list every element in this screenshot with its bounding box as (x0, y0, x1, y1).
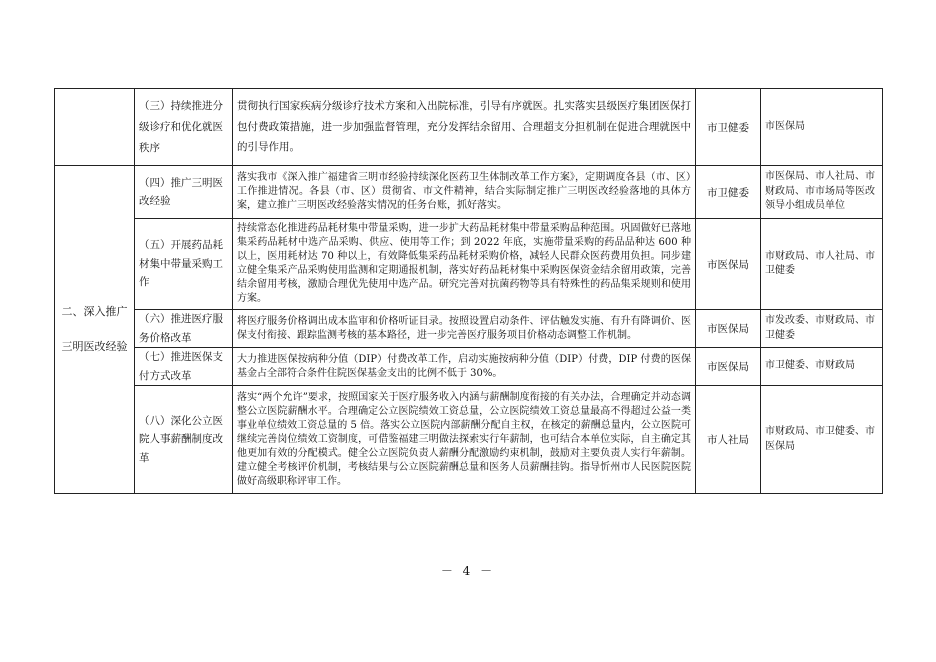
cooperating-department-cell: 市发改委、市财政局、市卫健委 (761, 310, 883, 348)
description-cell: 大力推进医保按病种分值（DIP）付费改革工作，启动实施按病种分值（DIP）付费，DIP 付费的医保基金占全部符合条件住院医保基金支出的比例不低于 30%。 (233, 348, 696, 386)
lead-department-cell: 市医保局 (696, 348, 761, 386)
table-row (55, 89, 883, 166)
table-row (55, 310, 883, 348)
category-line-1: 二、深入推广 (61, 304, 128, 318)
task-cell: （五）开展药品耗材集中带量采购工作 (135, 219, 233, 310)
page-number: － 4 － (440, 564, 496, 578)
description-cell: 将医疗服务价格调出成本监审和价格听证目录。按照设置启动条件、评估触发实施、有升有降调价、医保支付衔接、跟踪监测考核的基本路径，进一步完善医疗服务项目价格动态调整工作机制。 (233, 310, 696, 348)
task-cell: （六）推进医疗服务价格改革 (135, 310, 233, 348)
table-row (55, 348, 883, 386)
category-line-2: 三明医改经验 (61, 339, 128, 353)
category-cell-empty (55, 89, 135, 166)
category-cell (55, 166, 135, 494)
task-cell: （四）推广三明医改经验 (135, 166, 233, 219)
task-cell: （三）持续推进分级诊疗和优化就医秩序 (135, 89, 233, 166)
description-cell: 持续常态化推进药品耗材集中带量采购，进一步扩大药品耗材集中带量采购品种范围。巩固做好已落地集采药品耗材中选产品采购、供应、使用等工作；到 2022 年底，实施带量采购的药品品种达 600 种以上，医用耗材达 70 种以上，有效降低集采药品耗材采购价格，减轻人民群众医药费用负担。同步建立健全集采产品采购使用监测和定期通报机制，落实好药品耗材集中采购医保资金结余留用政策，完善结余留用考核，激励合理优先使用中选产品。研究完善对抗菌药物等具有特殊性的药品集采规则和使用方案。 (233, 219, 696, 310)
category-spacer (59, 323, 130, 337)
policy-table (54, 88, 883, 494)
cooperating-department-cell: 市卫健委、市财政局 (761, 348, 883, 386)
cooperating-department-cell: 市财政局、市卫健委、市医保局 (761, 386, 883, 494)
description-cell: 贯彻执行国家疾病分级诊疗技术方案和入出院标准，引导有序就医。扎实落实县级医疗集团医保打包付费政策措施，进一步加强监督管理，充分发挥结余留用、合理超支分担机制在促进合理就医中的引导作用。 (233, 89, 696, 166)
lead-department-cell: 市卫健委 (696, 166, 761, 219)
cooperating-department-cell: 市医保局、市人社局、市财政局、市市场局等医改领导小组成员单位 (761, 166, 883, 219)
table-row (55, 219, 883, 310)
table-row (55, 386, 883, 494)
lead-department-cell: 市卫健委 (696, 89, 761, 166)
lead-department-cell: 市医保局 (696, 219, 761, 310)
cooperating-department-cell: 市医保局 (761, 89, 883, 166)
description-cell: 落实“两个允许”要求，按照国家关于医疗服务收入内涵与薪酬制度衔接的有关办法，合理确定并动态调整公立医院薪酬水平。合理确定公立医院绩效工资总量，公立医院绩效工资总量最高不得超过公益一类事业单位绩效工资总量的 5 倍。落实公立医院内部薪酬分配自主权，在核定的薪酬总量内，公立医院可继续完善岗位绩效工资制度，可借鉴福建三明做法探索实行年薪制，也可结合本单位实际，自主确定其他更加有效的分配模式。健全公立医院负责人薪酬分配激励约束机制，鼓励对主要负责人实行年薪制。建立健全考核评价机制，考核结果与公立医院薪酬总量和医务人员薪酬挂钩。指导忻州市人民医院医院做好高级职称评审工作。 (233, 386, 696, 494)
cooperating-department-cell: 市财政局、市人社局、市卫健委 (761, 219, 883, 310)
task-cell: （七）推进医保支付方式改革 (135, 348, 233, 386)
lead-department-cell: 市医保局 (696, 310, 761, 348)
lead-department-cell: 市人社局 (696, 386, 761, 494)
table-row (55, 166, 883, 219)
task-cell: （八）深化公立医院人事薪酬制度改革 (135, 386, 233, 494)
description-cell: 落实我市《深入推广福建省三明市经验持续深化医药卫生体制改革工作方案》，定期调度各县（市、区）工作推进情况。各县（市、区）贯彻省、市文件精神，结合实际制定推广三明医改经验落地的具体方案，建立推广三明医改经验落实情况的任务台账，抓好落实。 (233, 166, 696, 219)
